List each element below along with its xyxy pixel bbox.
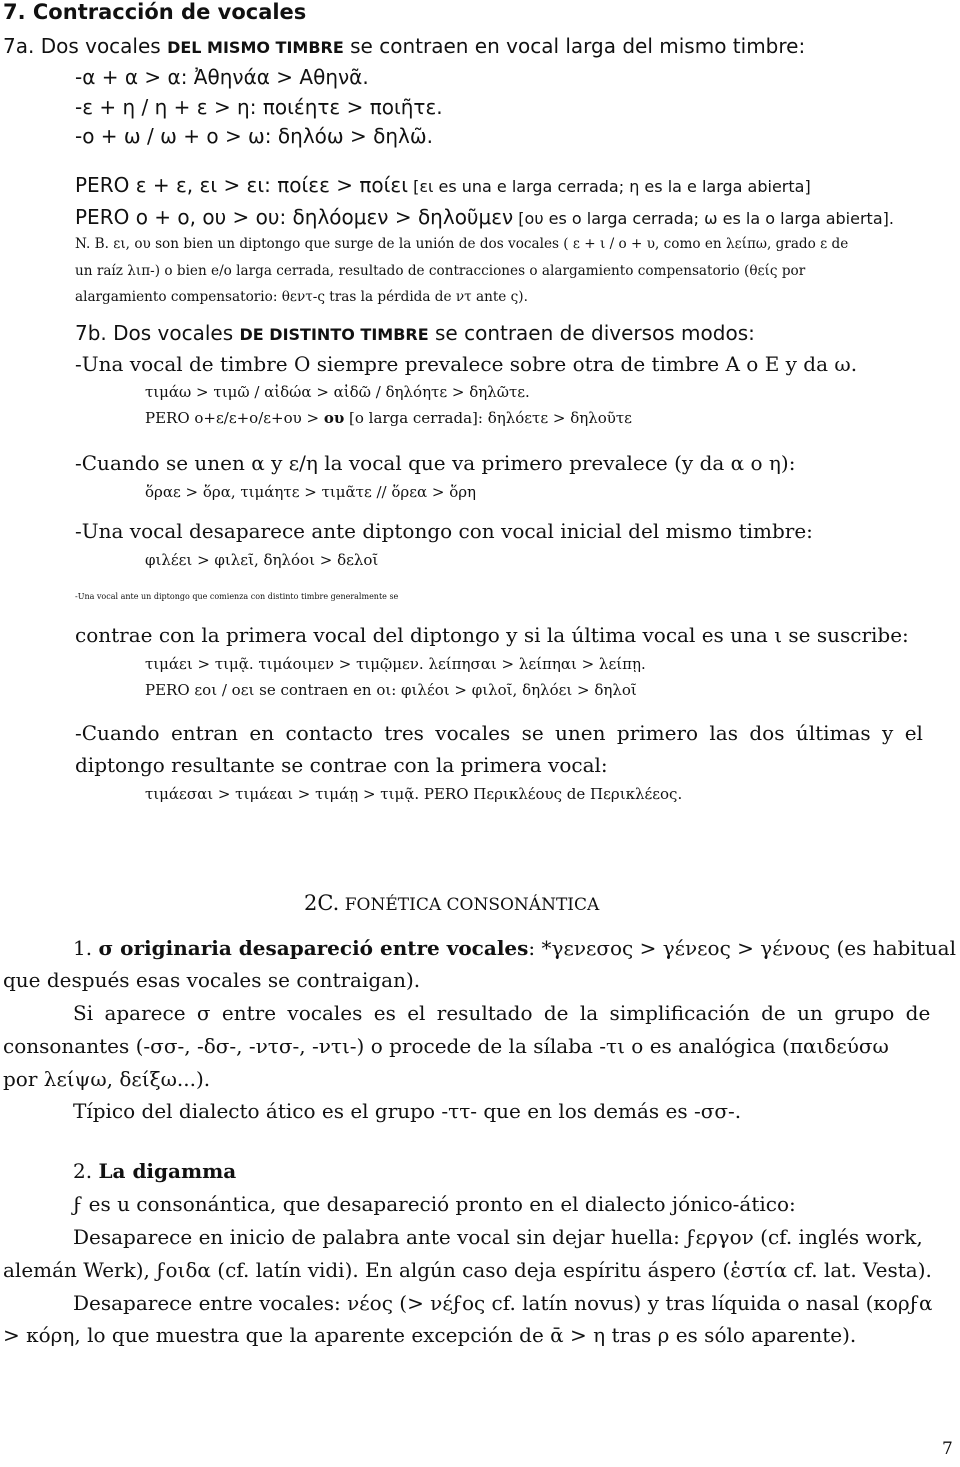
heading-number: 2C. — [304, 891, 340, 915]
7b-caps: DE DISTINTO TIMBRE — [239, 325, 429, 344]
sigma-rest: : *γενεσος > γένεος > γένους (es habitual — [528, 936, 956, 960]
pero-ei-main: PERO ε + ε, ει > ει: ποίεε > ποίει — [75, 173, 408, 197]
digamma-line-5: > κόρη, lo que muestra que la aparente excepción de ᾱ > η tras ρ es sólo aparente). — [3, 1323, 857, 1347]
digamma-line-2: Desaparece en inicio de palabra ante vocal sin dejar huella: ϝεργον (cf. inglés work, — [73, 1225, 923, 1249]
rule-alpha: -α + α > α: Ἀθηνάα > Αθηνᾶ. — [75, 65, 369, 89]
rule-three-vowels-examples: τιμάεσαι > τιμάεαι > τιμάῃ > τιμᾷ. PERO Περικλέους de Περικλέεος. — [145, 785, 683, 803]
rule-timbre-o-examples: τιμάω > τιμῶ / αἰδώα > αἰδῶ / δηλόητε > δηλῶτε. — [145, 383, 530, 401]
sigma-origin-line-1: Si aparece σ entre vocales es el resultado de la simplificación de un grupo de — [73, 1001, 931, 1025]
sigma-origin-line-3: por λείψω, δείξω...). — [3, 1067, 211, 1091]
subsection-7a-heading — [3, 35, 805, 58]
digamma-title: La digamma — [98, 1159, 237, 1183]
rule-alpha-eta-examples: ὅραε > ὅρα, τιμάητε > τιμᾶτε // ὅρεα > ὅρη — [145, 483, 477, 501]
nb-line-2: un raíz λιπ-) o bien e/o larga cerrada, resultado de contracciones o alargamiento compensatorio (θείς por — [75, 263, 806, 279]
rule-diphthong-examples: τιμάει > τιμᾷ. τιμάοιμεν > τιμῷμεν. λείπησαι > λείπηαι > λείπῃ. — [145, 655, 646, 673]
pero-suffix: [o larga cerrada]: δηλόετε > δηλοῦτε — [344, 409, 632, 427]
nb-line-3: alargamiento compensatorio: θεντ-ς tras la pérdida de ντ ante ς). — [75, 289, 528, 305]
heading-text: FONÉTICA CONSONÁNTICA — [339, 895, 600, 915]
pero-ei-line — [75, 174, 811, 197]
digamma-heading — [73, 1160, 236, 1183]
rule-diphthong-line-1: -Una vocal ante un diptongo que comienza con distinto timbre generalmente se — [75, 592, 399, 601]
subsection-7b-heading — [75, 322, 755, 345]
sigma-bold: σ originaria desapareció entre vocales — [98, 936, 529, 960]
7b-prefix: 7b. Dos vocales — [75, 321, 240, 345]
sigma-paragraph-line-1 — [73, 937, 956, 960]
section-title: 7. Contracción de vocales — [3, 0, 307, 24]
rule-diphthong-line-2: contrae con la primera vocal del diptongo y si la última vocal es una ι se suscribe: — [75, 623, 909, 647]
digamma-line-3: alemán Werk), ϝοιδα (cf. latín vidi). En algún caso deja espíritu áspero (ἑστία cf. lat. Vesta). — [3, 1258, 932, 1282]
rule-vowel-disappears: -Una vocal desaparece ante diptongo con vocal inicial del mismo timbre: — [75, 519, 813, 543]
7b-suffix: se contraen de diversos modos: — [428, 321, 755, 345]
nb-line-1: N. B. ει, ου son bien un diptongo que surge de la unión de dos vocales ( ε + ι / ο + υ, como en λείπω, grado ε de — [75, 236, 849, 252]
digamma-line-1: ϝ es u consonántica, que desapareció pronto en el dialecto jónico-ático: — [73, 1192, 796, 1216]
attic-tt-line: Típico del dialecto ático es el grupo -ττ- que en los demás es -σσ-. — [73, 1099, 742, 1123]
section-2c-heading — [304, 891, 599, 916]
pero-ou-main: PERO ο + ο, ου > ου: δηλόομεν > δηλοῦμεν — [75, 205, 514, 229]
rule-diphthong-pero: PERO εοι / οει se contraen en οι: φιλέοι > φιλοῖ, δηλόει > δηλοῖ — [145, 681, 637, 699]
pero-prefix: PERO ο+ε/ε+ο/ε+ου > — [145, 409, 324, 427]
sigma-number: 1. — [73, 936, 99, 960]
pero-bold: ου — [323, 409, 345, 427]
page-number: 7 — [942, 1439, 953, 1459]
rule-omicron: -ο + ω / ω + ο > ω: δηλόω > δηλῶ. — [75, 124, 433, 148]
digamma-number: 2. — [73, 1159, 99, 1183]
7a-caps: DEL MISMO TIMBRE — [167, 38, 344, 57]
7a-suffix: se contraen en vocal larga del mismo timbre: — [343, 34, 806, 58]
pero-ou-line — [75, 206, 894, 229]
rule-vowel-disappears-examples: φιλέει > φιλεῖ, δηλόοι > δελοῖ — [145, 551, 379, 569]
7a-prefix: 7a. Dos vocales — [3, 34, 168, 58]
rule-timbre-o-pero — [145, 410, 632, 427]
rule-three-vowels-line-1: -Cuando entran en contacto tres vocales se unen primero las dos últimas y el — [75, 721, 923, 745]
sigma-origin-line-2: consonantes (-σσ-, -δσ-, -ντσ-, -ντι-) o procede de la sílaba -τι o es analógica (παιδεύσω — [3, 1034, 889, 1058]
digamma-line-4: Desaparece entre vocales: νέος (> νέϝος cf. latín novus) y tras líquida o nasal (κορϝα — [73, 1291, 933, 1315]
rule-alpha-eta: -Cuando se unen α y ε/η la vocal que va primero prevalece (y da α o η): — [75, 451, 796, 475]
pero-ei-note: [ει es una e larga cerrada; η es la e larga abierta] — [408, 177, 811, 196]
rule-three-vowels-line-2: diptongo resultante se contrae con la primera vocal: — [75, 753, 608, 777]
pero-ou-note: [ου es o larga cerrada; ω es la o larga abierta]. — [513, 209, 894, 228]
sigma-paragraph-line-2: que después esas vocales se contraigan). — [3, 968, 421, 992]
rule-timbre-o: -Una vocal de timbre O siempre prevalece sobre otra de timbre A o E y da ω. — [75, 352, 858, 376]
rule-epsilon: -ε + η / η + ε > η: ποιέητε > ποιῆτε. — [75, 95, 443, 119]
